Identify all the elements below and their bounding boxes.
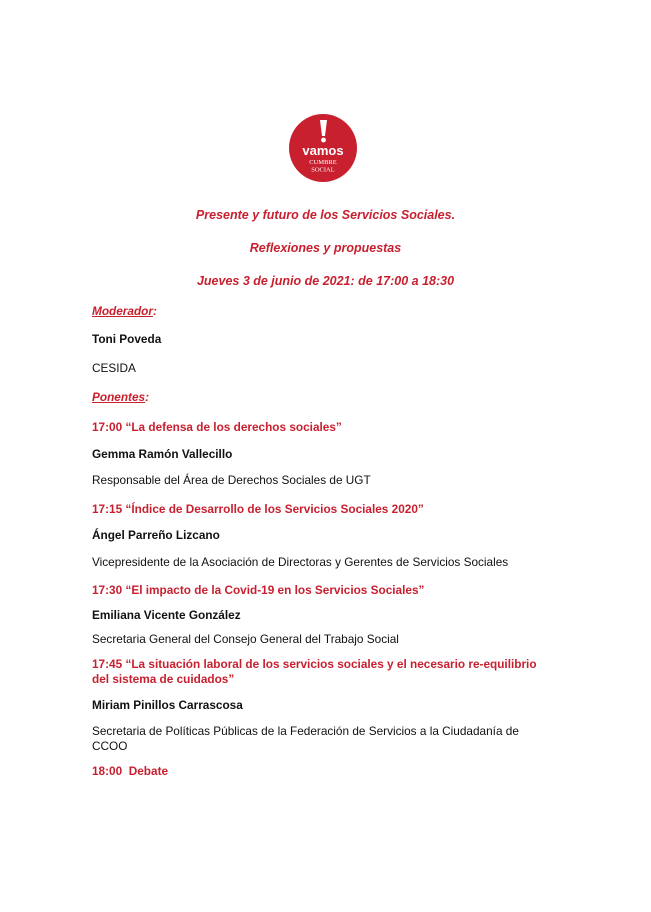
event-title: Presente y futuro de los Servicios Sociales. (195, 208, 456, 222)
talk-3-role: Secretaria General del Consejo General del Trabajo Social (92, 632, 399, 646)
talk-2-role: Vicepresidente de la Asociación de Directoras y Gerentes de Servicios Sociales (92, 555, 509, 569)
vamos-cumbre-social-logo (289, 114, 357, 182)
talk-4-role-line2: CCOO (92, 739, 128, 753)
talk-4-speaker: Miriam Pinillos Carrascosa (92, 698, 243, 712)
talk-2-speaker: Ángel Parreño Lizcano (92, 528, 220, 542)
moderator-org: CESIDA (92, 361, 136, 375)
moderator-label: Moderador: (92, 304, 157, 318)
talk-4-title-line2: del sistema de cuidados” (92, 672, 235, 686)
talk-3-speaker: Emiliana Vicente González (92, 608, 241, 622)
talk-1-role: Responsable del Área de Derechos Sociales de UGT (92, 473, 371, 487)
closing-debate: 18:00 Debate (92, 764, 169, 778)
logo-line2: SOCIAL (311, 166, 335, 174)
talk-1-title: 17:00 “La defensa de los derechos sociales” (92, 420, 342, 434)
speakers-label: Ponentes: (92, 390, 150, 404)
talk-4-role-line1: Secretaria de Políticas Públicas de la Federación de Servicios a la Ciudadanía de (92, 724, 519, 738)
talk-2-title: 17:15 “Índice de Desarrollo de los Servicios Sociales 2020” (92, 502, 424, 516)
logo-line1: CUMBRE (309, 159, 337, 166)
talk-1-speaker: Gemma Ramón Vallecillo (92, 447, 233, 461)
logo-word: vamos (302, 143, 344, 158)
event-date: Jueves 3 de junio de 2021: de 17:00 a 18:30 (196, 274, 455, 288)
event-subtitle: Reflexiones y propuestas (249, 241, 402, 255)
talk-3-title: 17:30 “El impacto de la Covid-19 en los Servicios Sociales” (92, 583, 425, 597)
talk-4-title-line1: 17:45 “La situación laboral de los servicios sociales y el necesario re-equilibrio (92, 657, 537, 671)
moderator-name: Toni Poveda (92, 332, 162, 346)
